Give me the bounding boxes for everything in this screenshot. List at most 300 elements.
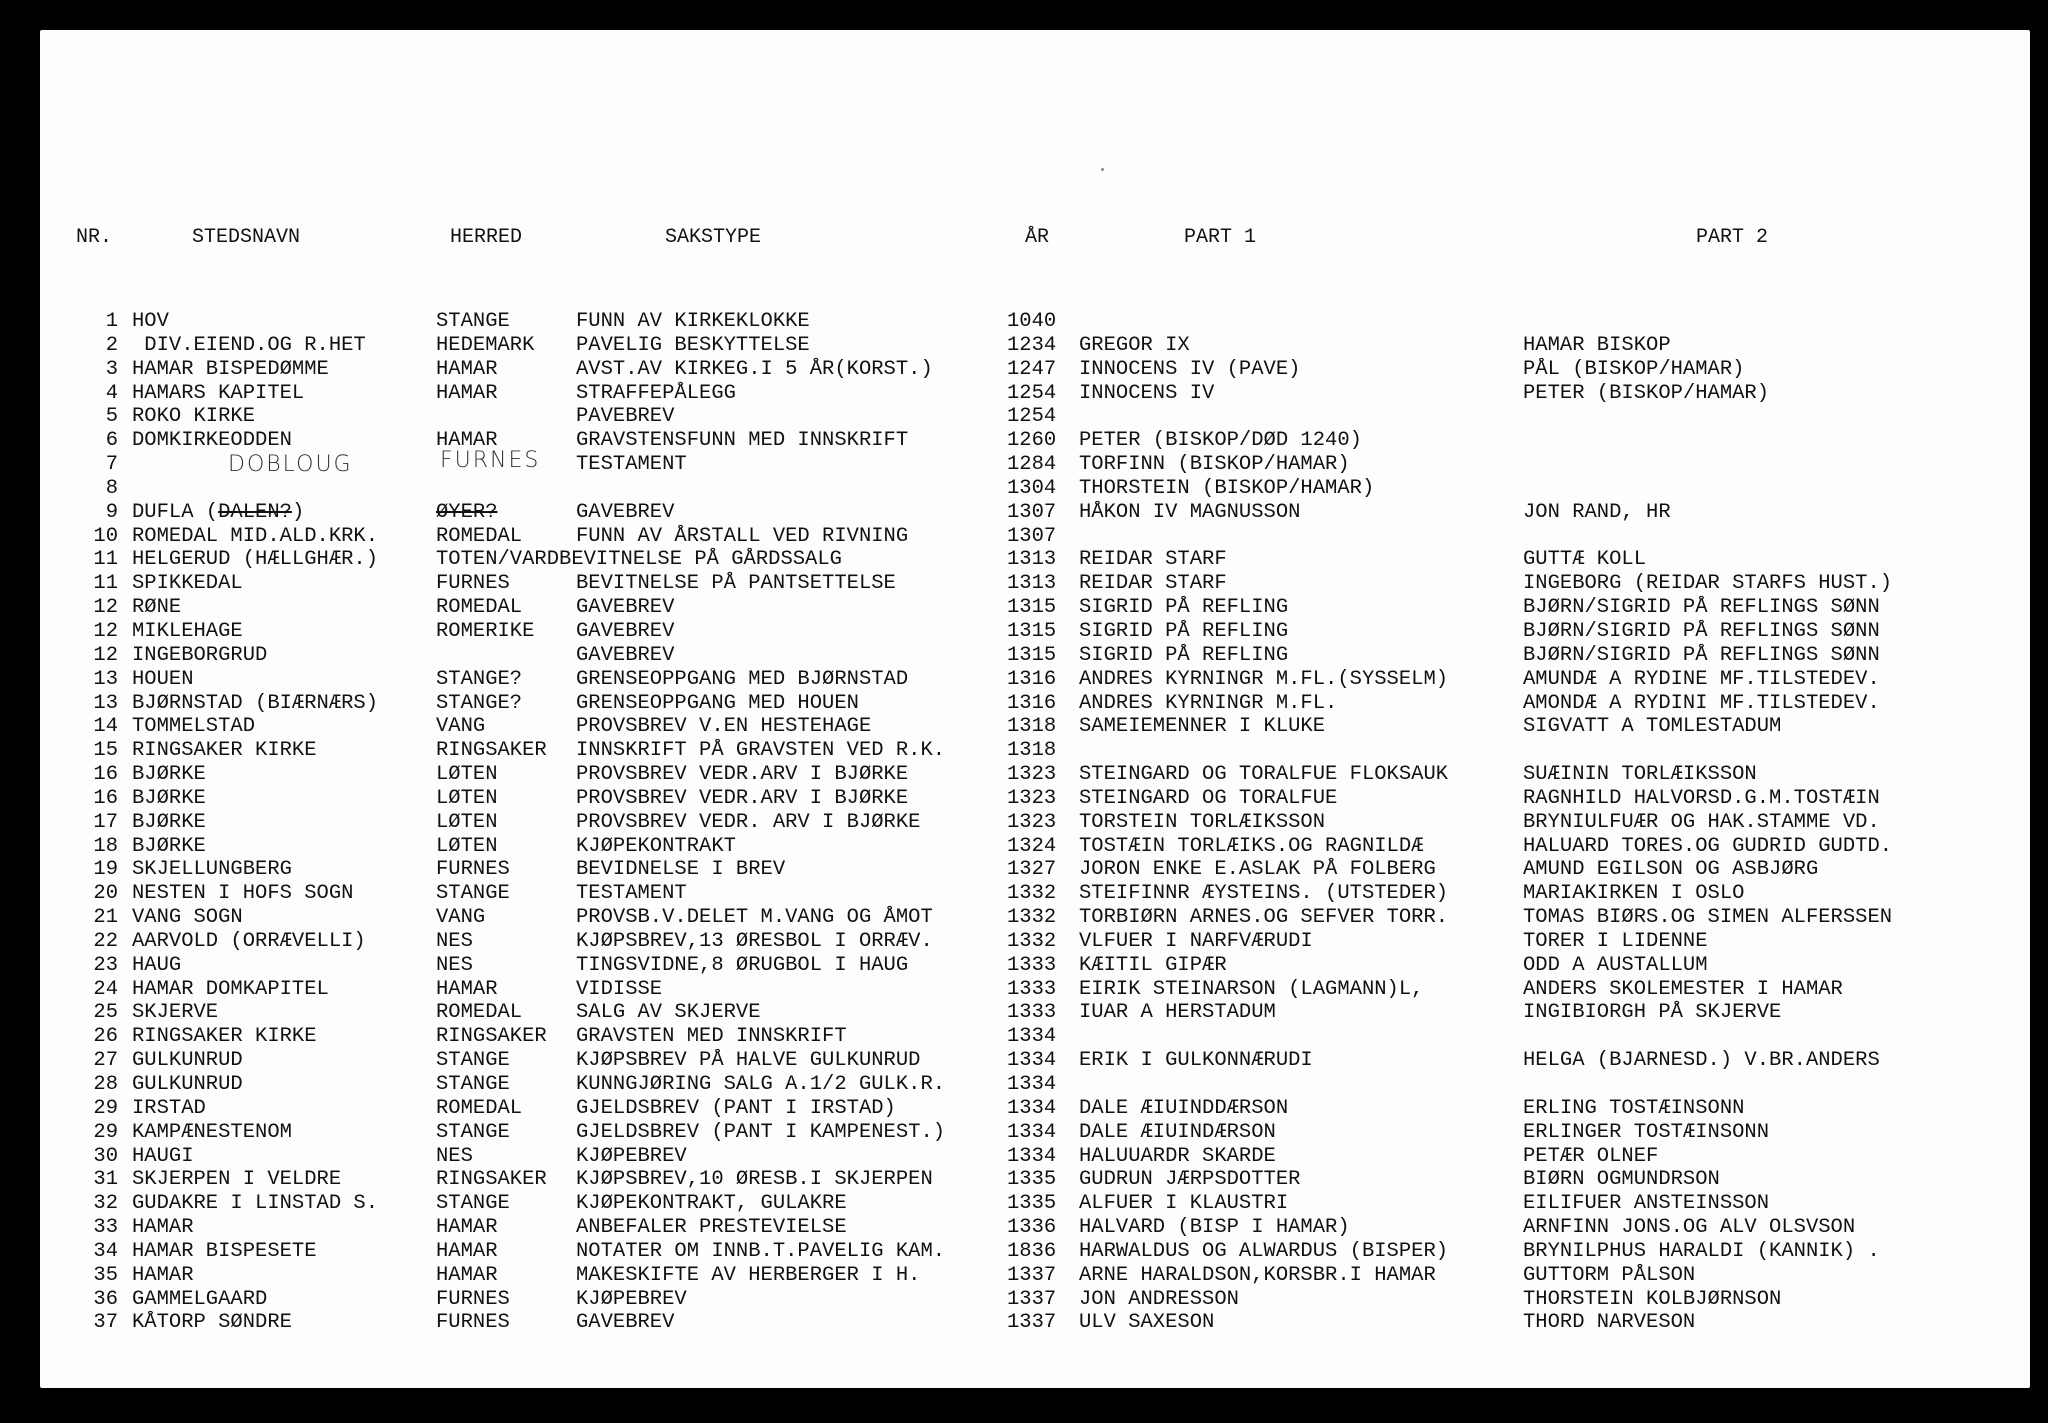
row-part1: DALE ÆIUINDDÆRSON [1079, 1096, 1289, 1120]
row-part2: PETER (BISKOP/HAMAR) [1523, 381, 1770, 405]
row-stedsnavn: TOMMELSTAD [132, 715, 256, 739]
row-sakstype: FUNN AV ÅRSTALL VED RIVNING [576, 524, 909, 548]
row-part1: REIDAR STARF [1079, 548, 1227, 572]
row-herred: HAMAR [436, 381, 498, 405]
table-row [40, 787, 2030, 811]
table-row [40, 1240, 2030, 1264]
row-ar: 1247 [1007, 357, 1057, 381]
row-ar: 1336 [1007, 1216, 1057, 1240]
row-stedsnavn: IRSTAD [132, 1096, 206, 1120]
table-row [40, 644, 2030, 668]
row-part1: TOSTÆIN TORLÆIKS.OG RAGNILDÆ [1079, 834, 1424, 858]
header-sakstype: SAKSTYPE [665, 226, 762, 249]
row-ar: 1260 [1007, 429, 1057, 453]
row-nr: 19 [93, 858, 118, 882]
table-row [40, 477, 2030, 501]
row-part1: HÅKON IV MAGNUSSON [1079, 500, 1301, 524]
table-row [40, 835, 2030, 859]
row-ar: 1254 [1007, 381, 1057, 405]
row-stedsnavn: VANG SOGN [132, 906, 243, 930]
row-ar: 1327 [1007, 858, 1057, 882]
row-ar: 1334 [1007, 1144, 1057, 1168]
table-row [40, 1145, 2030, 1169]
row-part1: SAMEIEMENNER I KLUKE [1079, 715, 1326, 739]
row-sakstype: SALG AV SKJERVE [576, 1001, 761, 1025]
row-nr: 29 [93, 1120, 118, 1144]
row-part1: VLFUER I NARFVÆRUDI [1079, 929, 1313, 953]
row-part1: TORFINN (BISKOP/HAMAR) [1079, 453, 1350, 477]
table-row [40, 1264, 2030, 1288]
row-part1: TORBIØRN ARNES.OG SEFVER TORR. [1079, 906, 1449, 930]
row-nr: 26 [93, 1025, 118, 1049]
table-row [40, 453, 2030, 477]
row-herred: LØTEN [436, 786, 498, 810]
row-part1: ANDRES KYRNINGR M.FL. [1079, 691, 1338, 715]
row-nr: 16 [93, 786, 118, 810]
header-nr: NR. [76, 226, 113, 249]
row-stedsnavn: NESTEN I HOFS SOGN [132, 882, 354, 906]
row-stedsnavn: ROMEDAL MID.ALD.KRK. [132, 524, 379, 548]
row-part2: INGIBIORGH PÅ SKJERVE [1523, 1001, 1782, 1025]
row-part2: HALUARD TORES.OG GUDRID GUDTD. [1523, 834, 1893, 858]
table-row [40, 334, 2030, 358]
row-part2: SUÆININ TORLÆIKSSON [1523, 763, 1757, 787]
row-ar: 1323 [1007, 810, 1057, 834]
row-part1: GUDRUN JÆRPSDOTTER [1079, 1168, 1301, 1192]
row-ar: 1334 [1007, 1120, 1057, 1144]
row-sakstype: GAVEBREV [576, 500, 675, 524]
row-nr: 20 [93, 882, 118, 906]
table-row [40, 1121, 2030, 1145]
row-ar: 1332 [1007, 906, 1057, 930]
row-part2: ERLINGER TOSTÆINSONN [1523, 1120, 1770, 1144]
row-sakstype: TESTAMENT [576, 882, 687, 906]
row-stedsnavn: DOMKIRKEODDEN [132, 429, 292, 453]
row-part2: BRYNILPHUS HARALDI (KANNIK) . [1523, 1239, 1880, 1263]
row-nr: 34 [93, 1239, 118, 1263]
row-herred: LØTEN [436, 834, 498, 858]
row-ar: 1334 [1007, 1049, 1057, 1073]
row-ar: 1333 [1007, 953, 1057, 977]
row-nr: 5 [105, 405, 118, 429]
row-part1: ANDRES KYRNINGR M.FL.(SYSSELM) [1079, 667, 1449, 691]
row-stedsnavn: RØNE [132, 596, 182, 620]
table-row [40, 811, 2030, 835]
row-part2: BJØRN/SIGRID PÅ REFLINGS SØNN [1523, 643, 1880, 667]
row-part2: ERLING TOSTÆINSONN [1523, 1096, 1745, 1120]
table-row [40, 1216, 2030, 1240]
row-nr: 7 [105, 453, 118, 477]
row-part1: TORSTEIN TORLÆIKSSON [1079, 810, 1326, 834]
row-sakstype: KJØPSBREV,13 ØRESBOL I ORRÆV. [576, 929, 933, 953]
row-stedsnavn: HAMAR BISPESETE [132, 1239, 317, 1263]
row-part1: EIRIK STEINARSON (LAGMANN)L, [1079, 977, 1424, 1001]
row-stedsnavn: BJØRKE [132, 810, 206, 834]
table-row [40, 882, 2030, 906]
row-herred: STANGE [436, 1192, 510, 1216]
row-sakstype: KJØPEKONTRAKT, GULAKRE [576, 1192, 847, 1216]
row-part1: KÆITIL GIPÆR [1079, 953, 1227, 977]
row-ar: 1324 [1007, 834, 1057, 858]
row-part2: AMUND EGILSON OG ASBJØRG [1523, 858, 1819, 882]
row-stedsnavn: BJØRKE [132, 786, 206, 810]
row-ar: 1307 [1007, 524, 1057, 548]
row-ar: 1040 [1007, 310, 1057, 333]
row-part1: JON ANDRESSON [1079, 1287, 1239, 1311]
table-row [40, 1049, 2030, 1073]
row-stedsnavn: SKJERPEN I VELDRE [132, 1168, 342, 1192]
row-herred: ROMEDAL [436, 524, 523, 548]
row-part2: GUTTORM PÅLSON [1523, 1263, 1696, 1287]
table-row [40, 906, 2030, 930]
row-ar: 1315 [1007, 643, 1057, 667]
row-stedsnavn: BJØRKE [132, 834, 206, 858]
row-stedsnavn: KAMPÆNESTENOM [132, 1120, 292, 1144]
row-stedsnavn: SPIKKEDAL [132, 572, 243, 596]
row-sakstype: KJØPSBREV,10 ØRESB.I SKJERPEN [576, 1168, 933, 1192]
row-stedsnavn: AARVOLD (ORRÆVELLI) [132, 929, 366, 953]
row-part1: SIGRID PÅ REFLING [1079, 619, 1289, 643]
row-herred: NES [436, 929, 473, 953]
row-nr: 21 [93, 906, 118, 930]
handwritten-note-furnes: FURNES [440, 448, 541, 473]
row-ar: 1284 [1007, 453, 1057, 477]
row-part1: STEINGARD OG TORALFUE FLOKSAUK [1079, 763, 1449, 787]
row-stedsnavn: KÅTORP SØNDRE [132, 1311, 292, 1335]
row-sakstype: KUNNGJØRING SALG A.1/2 GULK.R. [576, 1073, 946, 1096]
row-nr: 8 [105, 476, 118, 500]
row-ar: 1334 [1007, 1025, 1057, 1049]
row-ar: 1318 [1007, 715, 1057, 739]
row-stedsnavn: GAMMELGAARD [132, 1287, 268, 1311]
row-herred: STANGE? [436, 691, 523, 715]
row-herred: LØTEN [436, 810, 498, 834]
row-nr: 24 [93, 977, 118, 1001]
row-ar: 1313 [1007, 548, 1057, 572]
table-row [40, 620, 2030, 644]
row-sakstype: GJELDSBREV (PANT I IRSTAD) [576, 1096, 896, 1120]
speck [1101, 168, 1104, 171]
row-nr: 18 [93, 834, 118, 858]
table-row [40, 739, 2030, 763]
row-sakstype: KJØPEKONTRAKT [576, 834, 736, 858]
row-sakstype: ANBEFALER PRESTEVIELSE [576, 1216, 847, 1240]
row-ar: 1836 [1007, 1239, 1057, 1263]
row-sakstype: GRAVSTENSFUNN MED INNSKRIFT [576, 429, 909, 453]
row-nr: 17 [93, 810, 118, 834]
row-part1: THORSTEIN (BISKOP/HAMAR) [1079, 476, 1375, 500]
row-ar: 1332 [1007, 929, 1057, 953]
row-sakstype: BEVITNELSE PÅ PANTSETTELSE [576, 572, 896, 596]
table-row [40, 310, 2030, 334]
row-part2: PÅL (BISKOP/HAMAR) [1523, 357, 1745, 381]
row-herred: STANGE [436, 1120, 510, 1144]
row-sakstype: PAVEBREV [576, 405, 675, 429]
row-ar: 1316 [1007, 667, 1057, 691]
row-nr: 32 [93, 1192, 118, 1216]
row-nr: 22 [93, 929, 118, 953]
table-row [40, 954, 2030, 978]
row-part2: ANDERS SKOLEMESTER I HAMAR [1523, 977, 1843, 1001]
row-herred: TOTEN/VARDBEVITNELSE PÅ GÅRDSSALG [436, 548, 842, 572]
row-herred: LØTEN [436, 763, 498, 787]
row-sakstype: GAVEBREV [576, 619, 675, 643]
row-stedsnavn: INGEBORGRUD [132, 643, 268, 667]
row-nr: 31 [93, 1168, 118, 1192]
row-stedsnavn: HAMAR [132, 1263, 194, 1287]
row-stedsnavn: BJØRKE [132, 763, 206, 787]
row-nr: 29 [93, 1096, 118, 1120]
row-sakstype: FUNN AV KIRKEKLOKKE [576, 310, 810, 333]
row-ar: 1335 [1007, 1168, 1057, 1192]
row-ar: 1332 [1007, 882, 1057, 906]
row-part1: ARNE HARALDSON,KORSBR.I HAMAR [1079, 1263, 1436, 1287]
row-ar: 1234 [1007, 333, 1057, 357]
row-sakstype: PROVSBREV VEDR.ARV I BJØRKE [576, 786, 909, 810]
row-nr: 11 [93, 572, 118, 596]
row-sakstype: VIDISSE [576, 977, 663, 1001]
row-ar: 1337 [1007, 1263, 1057, 1287]
row-ar: 1334 [1007, 1096, 1057, 1120]
row-part2: MARIAKIRKEN I OSLO [1523, 882, 1745, 906]
row-sakstype: STRAFFEPÅLEGG [576, 381, 736, 405]
table-row [40, 382, 2030, 406]
row-ar: 1315 [1007, 596, 1057, 620]
row-nr: 12 [93, 619, 118, 643]
row-sakstype: GRENSEOPPGANG MED HOUEN [576, 691, 859, 715]
row-part2: BJØRN/SIGRID PÅ REFLINGS SØNN [1523, 596, 1880, 620]
row-sakstype: PROVSBREV V.EN HESTEHAGE [576, 715, 872, 739]
row-ar: 1307 [1007, 500, 1057, 524]
row-herred: HAMAR [436, 357, 498, 381]
row-herred: STANGE? [436, 667, 523, 691]
row-part1: STEINGARD OG TORALFUE [1079, 786, 1338, 810]
stedsnavn-suffix: ) [291, 500, 305, 524]
row-nr: 12 [93, 596, 118, 620]
row-nr: 14 [93, 715, 118, 739]
row-sakstype: MAKESKIFTE AV HERBERGER I H. [576, 1263, 921, 1287]
row-part2: ODD A AUSTALLUM [1523, 953, 1708, 977]
table-row [40, 405, 2030, 429]
row-stedsnavn: HAUGI [132, 1144, 194, 1168]
row-part2: JON RAND, HR [1523, 500, 1671, 524]
header-ar: ÅR [1025, 226, 1050, 249]
row-herred: FURNES [436, 858, 510, 882]
row-stedsnavn: BJØRNSTAD (BIÆRNÆRS) [132, 691, 379, 715]
header-herred: HERRED [450, 226, 523, 249]
row-nr: 13 [93, 667, 118, 691]
row-sakstype: NOTATER OM INNB.T.PAVELIG KAM. [576, 1239, 946, 1263]
row-nr: 36 [93, 1287, 118, 1311]
row-stedsnavn: HAMAR BISPEDØMME [132, 357, 329, 381]
row-nr: 13 [93, 691, 118, 715]
row-herred: NES [436, 953, 473, 977]
table-row [40, 525, 2030, 549]
row-nr: 1 [105, 310, 118, 333]
row-nr: 15 [93, 739, 118, 763]
row-herred: ROMEDAL [436, 1096, 523, 1120]
row-nr: 37 [93, 1311, 118, 1335]
row-part1: ULV SAXESON [1079, 1311, 1215, 1335]
row-nr: 27 [93, 1049, 118, 1073]
row-sakstype: GAVEBREV [576, 643, 675, 667]
row-sakstype: BEVIDNELSE I BREV [576, 858, 786, 882]
row-herred: FURNES [436, 1287, 510, 1311]
row-herred: ROMEDAL [436, 1001, 523, 1025]
row-herred: STANGE [436, 1073, 510, 1096]
row-herred: FURNES [436, 1311, 510, 1335]
row-nr: 2 [105, 333, 118, 357]
row-herred: VANG [436, 906, 486, 930]
row-stedsnavn: GULKUNRUD [132, 1073, 243, 1096]
row-sakstype: GRENSEOPPGANG MED BJØRNSTAD [576, 667, 909, 691]
row-part1: SIGRID PÅ REFLING [1079, 643, 1289, 667]
row-part1: INNOCENS IV (PAVE) [1079, 357, 1301, 381]
table-header [40, 226, 2030, 252]
row-sakstype: KJØPEBREV [576, 1287, 687, 1311]
row-herred: RINGSAKER [436, 1025, 547, 1049]
table-row [40, 429, 2030, 453]
table-row [40, 358, 2030, 382]
table-row [40, 763, 2030, 787]
row-ar: 1334 [1007, 1073, 1057, 1096]
row-stedsnavn: SKJELLUNGBERG [132, 858, 292, 882]
row-nr: 25 [93, 1001, 118, 1025]
row-herred: VANG [436, 715, 486, 739]
stedsnavn-prefix: DUFLA ( [132, 500, 219, 524]
table-row [40, 930, 2030, 954]
table-row [40, 858, 2030, 882]
row-ar: 1315 [1007, 619, 1057, 643]
row-part1: REIDAR STARF [1079, 572, 1227, 596]
row-herred: HAMAR [436, 977, 498, 1001]
header-part1: PART 1 [1184, 226, 1257, 249]
row-stedsnavn: HOUEN [132, 667, 194, 691]
row-part2: TORER I LIDENNE [1523, 929, 1708, 953]
row-stedsnavn: RINGSAKER KIRKE [132, 1025, 317, 1049]
row-ar: 1316 [1007, 691, 1057, 715]
row-herred: ROMEDAL [436, 596, 523, 620]
row-part2: INGEBORG (REIDAR STARFS HUST.) [1523, 572, 1893, 596]
table-row [40, 1168, 2030, 1192]
row-part1: ALFUER I KLAUSTRI [1079, 1192, 1289, 1216]
row-herred: HAMAR [436, 1263, 498, 1287]
row-sakstype: TESTAMENT [576, 453, 687, 477]
row-herred-struck: ØYER? [436, 500, 498, 524]
row-stedsnavn: HAUG [132, 953, 182, 977]
row-part1: SIGRID PÅ REFLING [1079, 596, 1289, 620]
row-part2: SIGVATT A TOMLESTADUM [1523, 715, 1782, 739]
row-part2: BJØRN/SIGRID PÅ REFLINGS SØNN [1523, 619, 1880, 643]
row-nr: 6 [105, 429, 118, 453]
row-part1: ERIK I GULKONNÆRUDI [1079, 1049, 1313, 1073]
row-nr: 12 [93, 643, 118, 667]
table-row [40, 715, 2030, 739]
table-row [40, 1073, 2030, 1097]
table-row [40, 978, 2030, 1002]
row-sakstype: PROVSB.V.DELET M.VANG OG ÅMOT [576, 906, 933, 930]
row-ar: 1333 [1007, 1001, 1057, 1025]
stedsnavn-struck: DALEN? [218, 500, 292, 524]
row-stedsnavn: HAMAR [132, 1216, 194, 1240]
table-row [40, 501, 2030, 525]
row-nr: 28 [93, 1073, 118, 1096]
row-part2: HELGA (BJARNESD.) V.BR.ANDERS [1523, 1049, 1880, 1073]
table-row [40, 1192, 2030, 1216]
row-ar: 1335 [1007, 1192, 1057, 1216]
row-herred: RINGSAKER [436, 1168, 547, 1192]
row-stedsnavn: MIKLEHAGE [132, 619, 243, 643]
row-part2: GUTTÆ KOLL [1523, 548, 1647, 572]
row-ar: 1254 [1007, 405, 1057, 429]
row-part2: ARNFINN JONS.OG ALV OLSVSON [1523, 1216, 1856, 1240]
row-stedsnavn: GUDAKRE I LINSTAD S. [132, 1192, 379, 1216]
row-sakstype: GRAVSTEN MED INNSKRIFT [576, 1025, 847, 1049]
row-nr: 3 [105, 357, 118, 381]
row-nr: 10 [93, 524, 118, 548]
table-row [40, 1311, 2030, 1335]
row-sakstype: AVST.AV KIRKEG.I 5 ÅR(KORST.) [576, 357, 933, 381]
row-herred: FURNES [436, 572, 510, 596]
row-part1: JORON ENKE E.ASLAK PÅ FOLBERG [1079, 858, 1436, 882]
row-ar: 1318 [1007, 739, 1057, 763]
row-sakstype: GAVEBREV [576, 1311, 675, 1335]
table-row [40, 548, 2030, 572]
row-part2: RAGNHILD HALVORSD.G.M.TOSTÆIN [1523, 786, 1880, 810]
row-part2: THORSTEIN KOLBJØRNSON [1523, 1287, 1782, 1311]
table-row [40, 1001, 2030, 1025]
row-part1: HARWALDUS OG ALWARDUS (BISPER) [1079, 1239, 1449, 1263]
row-nr: 23 [93, 953, 118, 977]
row-part1: INNOCENS IV [1079, 381, 1215, 405]
row-nr: 33 [93, 1216, 118, 1240]
table-row [40, 1097, 2030, 1121]
row-part1: HALVARD (BISP I HAMAR) [1079, 1216, 1350, 1240]
row-stedsnavn [132, 501, 304, 525]
row-nr: 9 [105, 500, 118, 524]
table-body [40, 310, 2030, 1335]
row-ar: 1304 [1007, 476, 1057, 500]
row-herred: HEDEMARK [436, 333, 535, 357]
row-part2: EILIFUER ANSTEINSSON [1523, 1192, 1770, 1216]
row-nr: 16 [93, 763, 118, 787]
row-part1: HALUUARDR SKARDE [1079, 1144, 1276, 1168]
row-sakstype: PROVSBREV VEDR.ARV I BJØRKE [576, 763, 909, 787]
row-part1: DALE ÆIUINDÆRSON [1079, 1120, 1276, 1144]
row-sakstype: KJØPEBREV [576, 1144, 687, 1168]
table-row [40, 1288, 2030, 1312]
row-herred: HAMAR [436, 429, 498, 453]
row-nr: 35 [93, 1263, 118, 1287]
row-part2: TOMAS BIØRS.OG SIMEN ALFERSSEN [1523, 906, 1893, 930]
row-stedsnavn: ROKO KIRKE [132, 405, 256, 429]
row-herred: STANGE [436, 1049, 510, 1073]
row-ar: 1313 [1007, 572, 1057, 596]
row-stedsnavn: HAMARS KAPITEL [132, 381, 305, 405]
row-herred: NES [436, 1144, 473, 1168]
row-stedsnavn: GULKUNRUD [132, 1049, 243, 1073]
header-stedsnavn: STEDSNAVN [192, 226, 301, 249]
row-ar: 1333 [1007, 977, 1057, 1001]
row-ar: 1323 [1007, 763, 1057, 787]
row-herred: ROMERIKE [436, 619, 535, 643]
row-nr: 11 [93, 548, 118, 572]
row-sakstype: PAVELIG BESKYTTELSE [576, 333, 810, 357]
row-part2: THORD NARVESON [1523, 1311, 1696, 1335]
row-stedsnavn: RINGSAKER KIRKE [132, 739, 317, 763]
row-nr: 4 [105, 381, 118, 405]
row-sakstype: KJØPSBREV PÅ HALVE GULKUNRUD [576, 1049, 921, 1073]
